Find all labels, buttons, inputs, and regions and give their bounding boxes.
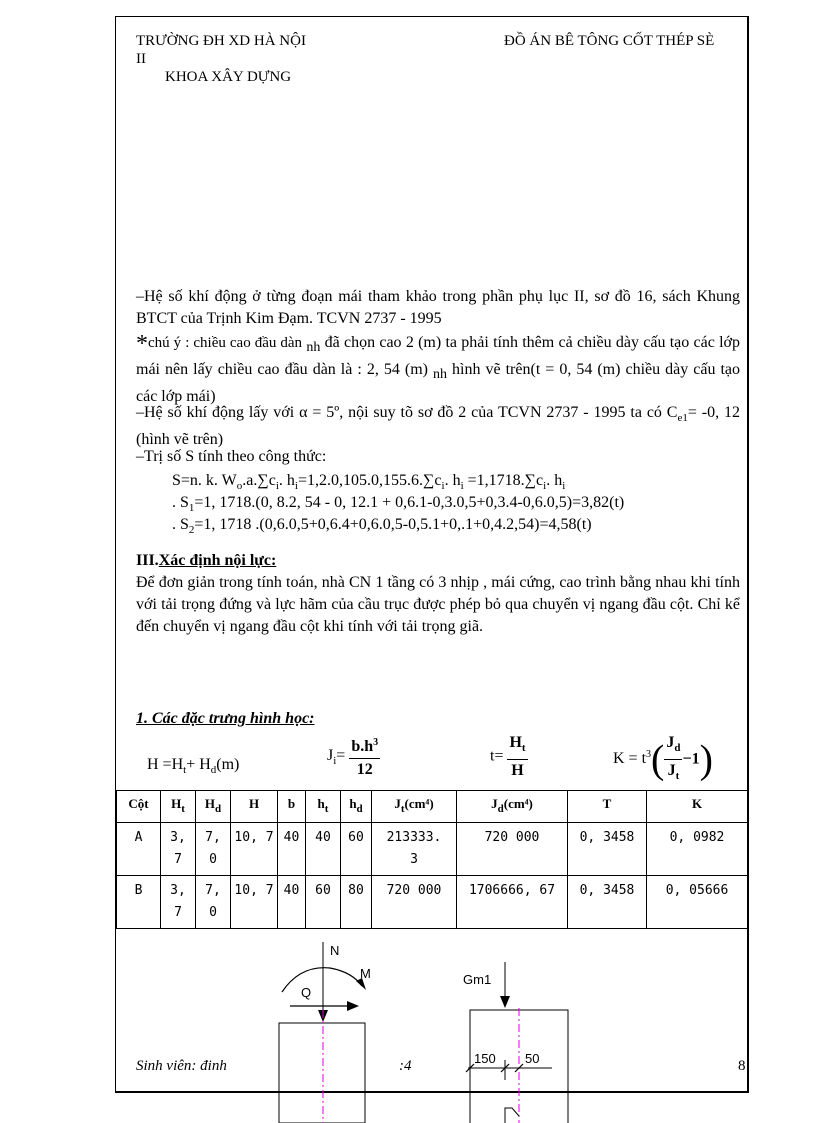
f-s-rest: .a.∑c: [242, 472, 276, 489]
table-cell: 40: [278, 823, 306, 876]
section3-title: Xác định nội lực:: [158, 552, 277, 569]
ft-t: t=: [490, 747, 504, 765]
header-department: KHOA XÂY DỰNG: [165, 69, 292, 85]
table-cell: 40: [306, 823, 341, 876]
paragraph-s-formula: –Trị số S tính theo công thức:: [136, 448, 327, 465]
q-arrow-head: [347, 1001, 359, 1011]
fk-rparen: ): [699, 736, 713, 782]
moment-arc: [282, 968, 362, 992]
table-header-cell: K: [647, 791, 748, 823]
fk-lparen: (: [651, 736, 665, 782]
f-s1-pre: . S: [172, 494, 189, 511]
table-cell: 213333. 3: [372, 823, 457, 876]
f-s-h2: . h: [444, 472, 461, 489]
f-s-i1: i: [275, 480, 279, 492]
table-header-cell: b: [278, 791, 306, 823]
table-cell: 0, 3458: [568, 823, 647, 876]
table-cell: 60: [341, 823, 372, 876]
f-s-h: . h: [278, 472, 295, 489]
fk-num-sub: d: [674, 742, 681, 754]
fk-num: J: [666, 734, 675, 751]
fh-plus: + H: [186, 756, 211, 773]
table-cell: 1706666, 67: [457, 876, 568, 929]
table-header-cell: $J_t(cm^4)$: [372, 791, 457, 823]
alpha-end: = -0, 12 (hình vẽ trên): [136, 404, 740, 448]
table-cell: 10, 7: [231, 876, 278, 929]
alpha-sub: e1: [677, 412, 688, 424]
f-s-i6: i: [562, 480, 566, 492]
ft-num-sub: t: [521, 742, 526, 754]
star-mark: *: [136, 331, 148, 357]
table-header-cell: $H_d$: [196, 791, 231, 823]
table-header-cell: $h_d$: [341, 791, 372, 823]
f-s-i3: i: [441, 480, 445, 492]
header-school-cont: II: [136, 51, 146, 67]
bracket-notch: [505, 1108, 519, 1123]
table-cell: 0, 3458: [568, 876, 647, 929]
dim-150: 150: [474, 1051, 496, 1066]
table-cell: 0, 0982: [647, 823, 748, 876]
ft-num: H: [509, 734, 522, 751]
label-N: N: [330, 943, 340, 958]
table-cell: 3, 7: [161, 823, 196, 876]
f-s-i2: i: [294, 480, 298, 492]
fk-den: J: [667, 762, 676, 779]
table-cell: B: [117, 876, 161, 929]
note-nh-2: nh: [433, 367, 447, 382]
fj-num: b.h: [351, 738, 374, 755]
table-cell: 720 000: [457, 823, 568, 876]
header-project: ĐỒ ÁN BÊ TÔNG CỐT THÉP SÈ: [504, 33, 715, 49]
f-s-h3: . h: [546, 472, 563, 489]
fj-den: 12: [356, 761, 373, 778]
f-s-end: =1,1718.∑c: [463, 472, 544, 489]
f-s-i4: i: [460, 480, 464, 492]
header-school: TRƯỜNG ĐH XD HÀ NỘI: [136, 33, 306, 49]
table-header-cell: $J_d(cm^4)$: [457, 791, 568, 823]
footer-student: Sinh viên: đinh: [136, 1058, 231, 1075]
fh-a: H =H: [147, 756, 184, 773]
footer-class: :4: [399, 1058, 412, 1074]
f-s1-sub: 1: [188, 502, 195, 514]
label-Gm1: Gm1: [463, 972, 492, 987]
note-text-a: chú ý : chiều cao đầu dàn: [148, 335, 303, 351]
column-left: [279, 1023, 365, 1123]
fk-k: K = t: [613, 750, 647, 768]
table-header-cell: $h_t$: [306, 791, 341, 823]
f-s2-pre: . S: [172, 516, 189, 533]
fj-eq: =: [336, 747, 346, 765]
f-s2-sub: 2: [188, 524, 195, 536]
label-Q: Q: [301, 985, 312, 1000]
note-text-b: đã chọn cao 2 (m) ta phải tính thêm cả chiều dày cấu tạo các lớp mái nên lấy chiều cao đầu dàn là : 2, 54 (m): [136, 334, 741, 378]
fk-minus: −1: [682, 750, 700, 768]
table-header-cell: T: [568, 791, 647, 823]
fj-j: J: [327, 747, 334, 765]
table-cell: 3, 7: [161, 876, 196, 929]
f-s1-text: =1, 1718.(0, 8.2, 54 - 0, 12.1 + 0,6.1-0,3.0,5+0,3.4-0,6.0,5)=3,82(t): [194, 494, 625, 511]
dim-50: 50: [525, 1051, 540, 1066]
table-header-cell: Cột: [117, 791, 161, 823]
section3-num: III.: [136, 552, 159, 569]
note-nh-1: nh: [306, 340, 321, 355]
fh-d: d: [210, 764, 217, 776]
table-cell: 7, 0: [196, 823, 231, 876]
gm1-arrow-head: [500, 996, 510, 1008]
f-s-i5: i: [543, 480, 547, 492]
fh-unit: (m): [216, 756, 240, 773]
fh-t: t: [183, 764, 187, 776]
f-s2-text: =1, 1718 .(0,6.0,5+0,6.4+0,6.0,5-0,5.1+0,.1+0,4.2,54)=4,58(t): [194, 516, 592, 533]
fj-num-sup: 3: [373, 737, 379, 748]
fk-sup: 3: [646, 749, 652, 761]
label-M: M: [360, 966, 371, 981]
table-cell: 60: [306, 876, 341, 929]
section1-title-text: 1. Các đặc trưng hình học:: [136, 710, 315, 727]
alpha-text: –Hệ số khí động lấy với α = 5º, nội suy tõ sơ đồ 2 của TCVN 2737 - 1995 ta có C: [136, 404, 678, 421]
table-cell: 40: [278, 876, 306, 929]
ft-den: H: [511, 762, 524, 779]
table-cell: 80: [341, 876, 372, 929]
table-cell: A: [117, 823, 161, 876]
f-s-main: S=n. k. W: [172, 472, 237, 489]
table-header-cell: $H_t$: [161, 791, 196, 823]
section3-text: Để đơn giản trong tính toán, nhà CN 1 tầng có 3 nhịp , mái cứng, cao trình bằng nhau khi tính với tải trọng đứng và lực hãm của cầu trục được phép bỏ qua chuyển vị ngang đầu cột. Chỉ kể đến chuyển vị ngang đầu cột khi tính với tải trọng giã.: [136, 574, 740, 635]
table-header-cell: H: [231, 791, 278, 823]
f-s-mid: =1,2.0,105.0,155.6.∑c: [297, 472, 442, 489]
table-cell: 720 000: [372, 876, 457, 929]
fk-den-sub: t: [675, 770, 680, 782]
f-s-o: o: [236, 480, 243, 492]
table-cell: 7, 0: [196, 876, 231, 929]
paragraph-wind-coeff: –Hệ số khí động ở từng đoạn mái tham khảo trong phần phụ lục II, sơ đồ 16, sách Khung BTCT của Trịnh Kim Đạm. TCVN 2737 - 1995: [136, 288, 740, 327]
footer-page-number: 8: [738, 1058, 746, 1074]
fj-i: i: [333, 755, 337, 768]
table-cell: 10, 7: [231, 823, 278, 876]
table-cell: 0, 05666: [647, 876, 748, 929]
note-text-c: hình vẽ trên(t = 0, 54 (m) chiều dày cấu tạo các lớp mái): [136, 361, 741, 405]
